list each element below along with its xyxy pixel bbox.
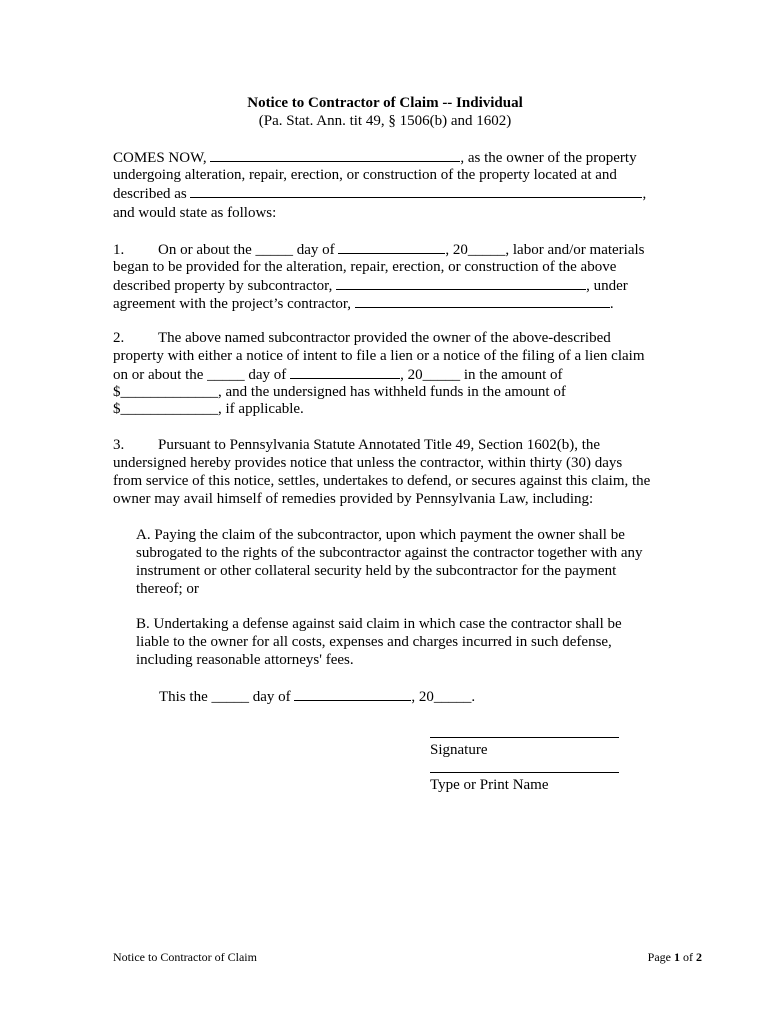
subcontractor-name-blank[interactable] — [336, 276, 586, 290]
para2-text: , 20_____ in the amount of — [400, 367, 563, 383]
page-prefix: Page — [647, 950, 671, 964]
para2-month-blank[interactable] — [290, 365, 400, 379]
option-a-line-4: thereof; or — [136, 581, 199, 597]
owner-name-blank[interactable] — [210, 148, 460, 162]
intro-line-2: undergoing alteration, repair, erection, or construction of the property located at and — [113, 167, 617, 183]
para3-line-4: owner may avail himself of remedies provided by Pennsylvania Law, including: — [113, 491, 594, 507]
para1-line-3 — [113, 276, 628, 295]
para2-line-4: $_____________, and the undersigned has withheld funds in the amount of — [113, 384, 566, 400]
signature-label: Signature — [430, 742, 488, 758]
intro-line-4: and would state as follows: — [113, 205, 277, 221]
property-description-blank[interactable] — [190, 184, 642, 198]
intro-text: described as — [113, 186, 187, 202]
intro-text: , as the owner of the property — [460, 150, 637, 166]
option-a-line-2: subrogated to the rights of the subcontractor against the contractor together with any — [136, 545, 643, 561]
contractor-name-blank[interactable] — [355, 294, 610, 308]
print-name-label: Type or Print Name — [430, 777, 549, 793]
para3-number: 3. — [113, 437, 125, 453]
page-of: of — [683, 950, 693, 964]
para2-line-1 — [113, 329, 611, 347]
para1-text: described property by subcontractor, — [113, 278, 333, 294]
intro-line-3 — [113, 184, 646, 203]
para1-text: , 20_____, labor and/or materials — [445, 242, 645, 258]
document-subtitle: (Pa. Stat. Ann. tit 49, § 1506(b) and 1602) — [258, 113, 512, 129]
para1-line-1 — [113, 240, 645, 259]
dated-text: , 20_____. — [411, 689, 476, 705]
intro-text: , — [642, 186, 647, 202]
para1-line-4 — [113, 294, 614, 313]
para1-text: On or about the _____ day of — [158, 242, 335, 258]
page-total: 2 — [696, 950, 702, 964]
document-title: Notice to Contractor of Claim -- Individual — [247, 95, 523, 111]
para1-text: , under — [586, 278, 628, 294]
para2-number: 2. — [113, 330, 125, 346]
para1-month-blank[interactable] — [338, 240, 445, 254]
dated-month-blank[interactable] — [294, 687, 411, 701]
print-name-line[interactable] — [430, 772, 619, 773]
signature-line[interactable] — [430, 737, 619, 738]
dated-text: This the _____ day of — [159, 689, 291, 705]
intro-line-1 — [113, 148, 637, 167]
page-number — [648, 948, 702, 966]
option-a-line-3: instrument or other collateral security held by the subcontractor for the payment — [136, 563, 617, 579]
para3-line-1 — [113, 436, 600, 454]
para2-text: on or about the _____ day of — [113, 367, 287, 383]
option-b-line-2: liable to the owner for all costs, expenses and charges incurred in such defense, — [136, 634, 612, 650]
para3-line-3: from service of this notice, settles, undertakes to defend, or secures against this claim, the — [113, 473, 651, 489]
para1-text: . — [609, 296, 614, 312]
para3-text: Pursuant to Pennsylvania Statute Annotated Title 49, Section 1602(b), the — [158, 437, 601, 453]
para2-line-5: $_____________, if applicable. — [113, 401, 304, 417]
para3-line-2: undersigned hereby provides notice that unless the contractor, within thirty (30) days — [113, 455, 623, 471]
intro-text: COMES NOW, — [113, 150, 207, 166]
footer-title: Notice to Contractor of Claim — [113, 950, 257, 964]
para2-line-3 — [113, 365, 563, 384]
para2-line-2: property with either a notice of intent to file a lien or a notice of the filing of a lien claim — [113, 348, 645, 364]
dated-line — [159, 687, 475, 706]
para1-text: agreement with the project’s contractor, — [113, 296, 352, 312]
para1-number: 1. — [113, 242, 125, 258]
para1-line-2: began to be provided for the alteration, repair, erection, or construction of the above — [113, 259, 617, 275]
para2-text: The above named subcontractor provided the owner of the above-described — [158, 330, 611, 346]
option-b-line-1: B. Undertaking a defense against said claim in which case the contractor shall be — [136, 616, 622, 632]
option-b-line-3: including reasonable attorneys' fees. — [136, 652, 354, 668]
page-current: 1 — [674, 950, 680, 964]
option-a-line-1: A. Paying the claim of the subcontractor, upon which payment the owner shall be — [136, 527, 625, 543]
